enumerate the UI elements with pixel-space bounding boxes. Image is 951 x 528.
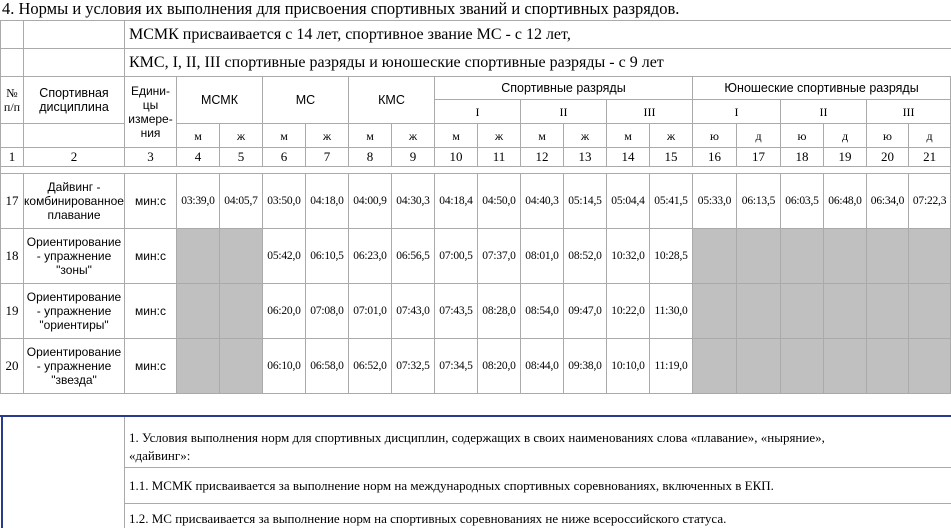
conditions-footer <box>0 415 951 528</box>
empty-norm-cell <box>737 284 781 339</box>
gender-header-cell: м <box>177 124 220 148</box>
row-number: 17 <box>1 174 24 229</box>
norm-value-cell: 11:30,0 <box>650 284 693 339</box>
empty-norm-cell <box>909 339 951 394</box>
norm-value-cell: 10:10,0 <box>607 339 650 394</box>
norm-value-cell: 07:34,5 <box>435 339 478 394</box>
gender-header-cell: м <box>349 124 392 148</box>
norm-value-cell: 07:08,0 <box>306 284 349 339</box>
empty-norm-cell <box>177 284 220 339</box>
col-header-rank-2: II <box>521 100 607 124</box>
empty-norm-cell <box>693 339 737 394</box>
column-number-cell: 4 <box>177 148 220 167</box>
col-header-discipline: Спортивная дисциплина <box>24 77 125 124</box>
norm-value-cell: 08:44,0 <box>521 339 564 394</box>
discipline-name: Ориентирование - упражнение "звезда" <box>24 339 125 394</box>
gender-header-cell: м <box>263 124 306 148</box>
column-number-cell: 11 <box>478 148 521 167</box>
norm-value-cell: 08:28,0 <box>478 284 521 339</box>
gender-header-cell: ю <box>693 124 737 148</box>
empty-norm-cell <box>177 339 220 394</box>
norm-value-cell: 04:00,9 <box>349 174 392 229</box>
column-number-cell: 18 <box>781 148 824 167</box>
norm-value-cell: 06:58,0 <box>306 339 349 394</box>
col-header-youth-rank-3: III <box>867 100 951 124</box>
norm-value-cell: 08:01,0 <box>521 229 564 284</box>
unit-cell: мин:с <box>125 284 177 339</box>
norm-value-cell: 09:38,0 <box>564 339 607 394</box>
column-number-cell: 12 <box>521 148 564 167</box>
column-number-cell: 16 <box>693 148 737 167</box>
column-number-cell: 6 <box>263 148 306 167</box>
empty-norm-cell <box>220 229 263 284</box>
gender-header-cell: м <box>521 124 564 148</box>
col-header-youth-rank-2: II <box>781 100 867 124</box>
norm-value-cell: 09:47,0 <box>564 284 607 339</box>
row-number: 20 <box>1 339 24 394</box>
column-number-cell: 13 <box>564 148 607 167</box>
col-header-num: № п/п <box>1 77 24 124</box>
table-row <box>1 284 951 339</box>
norm-value-cell: 04:05,7 <box>220 174 263 229</box>
norm-value-cell: 03:50,0 <box>263 174 306 229</box>
column-number-cell: 20 <box>867 148 909 167</box>
gender-header-cell: ж <box>650 124 693 148</box>
column-number-cell: 5 <box>220 148 263 167</box>
empty-norm-cell <box>737 339 781 394</box>
empty-norm-cell <box>824 339 867 394</box>
column-number-cell: 1 <box>1 148 24 167</box>
norm-value-cell: 04:40,3 <box>521 174 564 229</box>
empty-norm-cell <box>693 284 737 339</box>
gender-header-cell: ж <box>220 124 263 148</box>
empty-norm-cell <box>220 284 263 339</box>
norm-value-cell: 07:01,0 <box>349 284 392 339</box>
norm-value-cell: 04:18,4 <box>435 174 478 229</box>
norm-value-cell: 06:56,5 <box>392 229 435 284</box>
norm-value-cell: 10:32,0 <box>607 229 650 284</box>
discipline-name: Дайвинг - комбинированное плавание <box>24 174 125 229</box>
norm-value-cell: 07:43,0 <box>392 284 435 339</box>
column-number-cell: 9 <box>392 148 435 167</box>
norm-value-cell: 06:20,0 <box>263 284 306 339</box>
empty-norm-cell <box>781 229 824 284</box>
col-header-ms: МС <box>263 77 349 124</box>
col-header-youth-rank-1: I <box>693 100 781 124</box>
norm-value-cell: 06:23,0 <box>349 229 392 284</box>
empty-norm-cell <box>781 284 824 339</box>
norm-value-cell: 05:33,0 <box>693 174 737 229</box>
age-note-line2: КМС, I, II, III спортивные разряды и юношеские спортивные разряды - с 9 лет <box>125 49 951 77</box>
empty-norm-cell <box>867 284 909 339</box>
empty-norm-cell <box>909 229 951 284</box>
norm-value-cell: 07:00,5 <box>435 229 478 284</box>
norm-value-cell: 05:42,0 <box>263 229 306 284</box>
norm-value-cell: 08:20,0 <box>478 339 521 394</box>
row-number: 18 <box>1 229 24 284</box>
gender-header-cell: ж <box>392 124 435 148</box>
column-number-cell: 21 <box>909 148 951 167</box>
gender-header-cell: м <box>607 124 650 148</box>
norm-value-cell: 04:18,0 <box>306 174 349 229</box>
col-header-rank-3: III <box>607 100 693 124</box>
col-header-youth-ranks: Юношеские спортивные разряды <box>693 77 951 100</box>
norm-value-cell: 05:41,5 <box>650 174 693 229</box>
column-number-cell: 3 <box>125 148 177 167</box>
norm-value-cell: 03:39,0 <box>177 174 220 229</box>
column-number-cell: 8 <box>349 148 392 167</box>
gender-header-cell: ю <box>781 124 824 148</box>
norm-value-cell: 10:22,0 <box>607 284 650 339</box>
discipline-name: Ориентирование - упражнение "ориентиры" <box>24 284 125 339</box>
table-row <box>1 229 951 284</box>
table-row <box>1 339 951 394</box>
condition-line-3: 1.2. МС присваивается за выполнение норм на спортивных соревнованиях не ниже всероссийского статуса. <box>129 511 727 526</box>
norm-value-cell: 06:52,0 <box>349 339 392 394</box>
empty-norm-cell <box>867 229 909 284</box>
empty-norm-cell <box>824 284 867 339</box>
empty-norm-cell <box>867 339 909 394</box>
empty-norm-cell <box>737 229 781 284</box>
column-number-cell: 14 <box>607 148 650 167</box>
age-note-line1: МСМК присваивается с 14 лет, спортивное звание МС - с 12 лет, <box>125 21 951 49</box>
norm-value-cell: 06:34,0 <box>867 174 909 229</box>
gender-header-cell: д <box>737 124 781 148</box>
col-header-rank-1: I <box>435 100 521 124</box>
condition-line-1: 1. Условия выполнения норм для спортивных дисциплин, содержащих в своих наименованиях слова «плавание», «ныряние», <box>129 430 825 445</box>
page-title: 4. Нормы и условия их выполнения для присвоения спортивных званий и спортивных разрядов. <box>2 0 680 18</box>
norm-value-cell: 06:03,5 <box>781 174 824 229</box>
table-row <box>1 174 951 229</box>
column-number-cell: 15 <box>650 148 693 167</box>
gender-header-cell: ж <box>306 124 349 148</box>
row-number: 19 <box>1 284 24 339</box>
norms-table <box>0 20 951 394</box>
unit-cell: мин:с <box>125 229 177 284</box>
norm-value-cell: 04:30,3 <box>392 174 435 229</box>
discipline-name: Ориентирование - упражнение "зоны" <box>24 229 125 284</box>
norm-value-cell: 05:04,4 <box>607 174 650 229</box>
norm-value-cell: 10:28,5 <box>650 229 693 284</box>
unit-cell: мин:с <box>125 339 177 394</box>
empty-norm-cell <box>824 229 867 284</box>
norm-value-cell: 07:22,3 <box>909 174 951 229</box>
col-header-sport-ranks: Спортивные разряды <box>435 77 693 100</box>
col-header-kms: КМС <box>349 77 435 124</box>
empty-norm-cell <box>220 339 263 394</box>
gender-header-cell: ю <box>867 124 909 148</box>
norm-value-cell: 08:54,0 <box>521 284 564 339</box>
gender-header-cell: м <box>435 124 478 148</box>
empty-norm-cell <box>909 284 951 339</box>
empty-norm-cell <box>693 229 737 284</box>
column-number-cell: 17 <box>737 148 781 167</box>
norm-value-cell: 07:37,0 <box>478 229 521 284</box>
empty-norm-cell <box>177 229 220 284</box>
condition-line-2: 1.1. МСМК присваивается за выполнение норм на международных спортивных соревнованиях, включенных в ЕКП. <box>129 478 774 493</box>
gender-header-cell: д <box>909 124 951 148</box>
norm-value-cell: 05:14,5 <box>564 174 607 229</box>
norm-value-cell: 04:50,0 <box>478 174 521 229</box>
gender-header-cell: ж <box>564 124 607 148</box>
norm-value-cell: 07:43,5 <box>435 284 478 339</box>
empty-norm-cell <box>781 339 824 394</box>
column-number-cell: 7 <box>306 148 349 167</box>
condition-line-1b: «дайвинг»: <box>129 448 191 463</box>
column-number-cell: 10 <box>435 148 478 167</box>
norm-value-cell: 11:19,0 <box>650 339 693 394</box>
col-header-msmk: МСМК <box>177 77 263 124</box>
norm-value-cell: 06:13,5 <box>737 174 781 229</box>
norm-value-cell: 08:52,0 <box>564 229 607 284</box>
gender-header-cell: ж <box>478 124 521 148</box>
norm-value-cell: 06:48,0 <box>824 174 867 229</box>
norm-value-cell: 06:10,0 <box>263 339 306 394</box>
column-number-cell: 2 <box>24 148 125 167</box>
gender-header-cell: д <box>824 124 867 148</box>
column-number-cell: 19 <box>824 148 867 167</box>
unit-cell: мин:с <box>125 174 177 229</box>
norm-value-cell: 07:32,5 <box>392 339 435 394</box>
norm-value-cell: 06:10,5 <box>306 229 349 284</box>
col-header-units: Едини-цы измере-ния <box>125 77 177 148</box>
